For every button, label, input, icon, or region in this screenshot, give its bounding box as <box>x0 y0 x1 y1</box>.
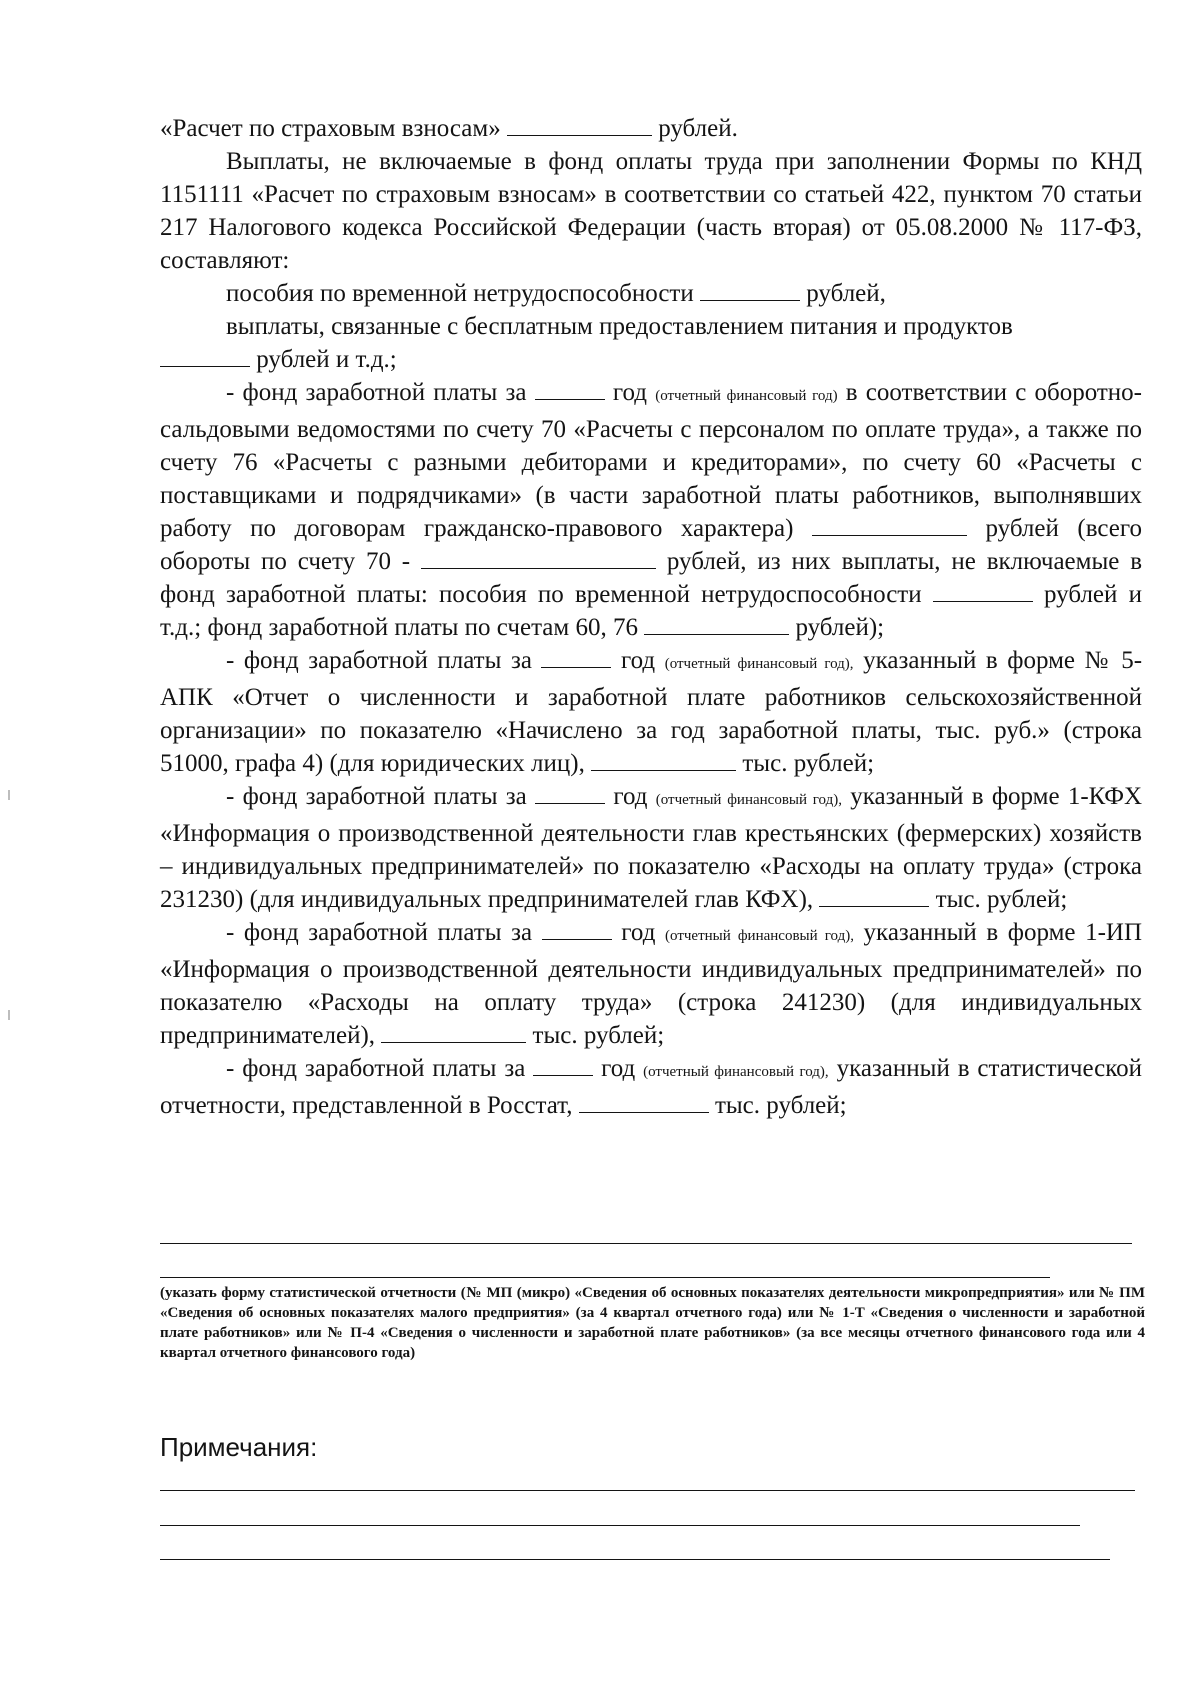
blank-field[interactable] <box>591 748 736 771</box>
scan-artifact <box>8 790 10 800</box>
blank-field[interactable] <box>579 1090 709 1113</box>
notes-line[interactable] <box>160 1525 1080 1526</box>
scan-artifact <box>8 1010 10 1020</box>
blank-field[interactable] <box>541 645 611 668</box>
paragraph-excluded-payments: Выплаты, не включаемые в фонд оплаты труда при заполнении Формы по КНД 1151111 «Расчет по страховым взносам» в соответствии со статьей 422, пунктом 70 статьи 217 Налогового кодекса Российской Федерации (часть вторая) от 05.08.2000 № 117-ФЗ, составляют: <box>160 148 1142 274</box>
notes-heading: Примечания: <box>160 1432 318 1462</box>
paragraph-food-payments: выплаты, связанные с бесплатным предоставлением питания и продуктов рублей и т.д.; <box>160 310 1142 376</box>
blank-field[interactable] <box>535 377 605 400</box>
blank-field[interactable] <box>644 612 789 635</box>
blank-field[interactable] <box>160 344 250 367</box>
blank-field[interactable] <box>819 884 929 907</box>
blank-field[interactable] <box>535 781 605 804</box>
blank-field[interactable] <box>700 278 800 301</box>
blank-field[interactable] <box>812 513 967 536</box>
form-name-input-line[interactable] <box>160 1243 1132 1244</box>
paragraph-form-1-ip: - фонд заработной платы за год (отчетный финансовый год), указанный в форме 1-ИП «Информация о производственной деятельности индивидуальных предпринимателей» по показателю «Расходы на оплату труда» (строка 241230) (для индивидуальных предпринимателей), тыс. рублей; <box>160 919 1143 1049</box>
blank-field[interactable] <box>933 579 1033 602</box>
notes-line[interactable] <box>160 1559 1110 1560</box>
blank-field[interactable] <box>381 1020 526 1043</box>
paragraph-form-1-kfh: - фонд заработной платы за год (отчетный финансовый год), указанный в форме 1-КФХ «Информация о производственной деятельности глав крестьянских (фермерских) хозяйств – индивидуальных предпринимателей» по показателю «Расходы на оплату труда» (строка 231230) (для индивидуальных предпринимателей глав КФХ), тыс. рублей; <box>160 783 1143 913</box>
notes-line[interactable] <box>160 1490 1135 1491</box>
footnote-statistical-form: (указать форму статистической отчетности (№ МП (микро) «Сведения об основных показателях деятельности микропредприятия» или № ПМ «Сведения об основных показателях малого предприятия» (за 4 квартал отчетного года) или № 1-Т «Сведения о численности и заработной плате работников» или № П-4 «Сведения о численности и заработной плате работников» (за все месяцы отчетного финансового года или 4 квартал отчетного финансового года) <box>160 1285 1145 1361</box>
blank-field[interactable] <box>542 917 612 940</box>
paragraph-sick-leave: пособия по временной нетрудоспособности рублей, <box>226 280 886 307</box>
paragraph-insurance-total: «Расчет по страховым взносам» рублей. <box>160 115 738 142</box>
document-body <box>160 112 1142 1122</box>
blank-field[interactable] <box>533 1053 593 1076</box>
paragraph-form-5-apk: - фонд заработной платы за год (отчетный финансовый год), указанный в форме № 5-АПК «Отчет о численности и заработной плате работников сельскохозяйственной организации» по показателю «Начислено за год заработной платы, тыс. руб.» (строка 51000, графа 4) (для юридических лиц), тыс. рублей; <box>160 647 1143 777</box>
blank-field[interactable] <box>421 546 656 569</box>
paragraph-payroll-accounts: - фонд заработной платы за год (отчетный финансовый год) в соответствии с оборотно-сальдовыми ведомостями по счету 70 «Расчеты с персоналом по оплате труда», а также по счету 76 «Расчеты с разными дебиторами и кредиторами», по счету 60 «Расчеты с поставщиками и подрядчиками» (в части заработной платы работников, выполнявших работу по договорам гражданско-правового характера) рублей (всего обороты по счету 70 - рублей, из них выплаты, не включаемые в фонд заработной платы: пособия по временной нетрудоспособности рублей и т.д.; фонд заработной платы по счетам 60, 76 рублей); <box>160 379 1143 641</box>
blank-field[interactable] <box>507 113 652 136</box>
paragraph-rosstat: - фонд заработной платы за год (отчетный финансовый год), указанный в статистической отчетности, представленной в Росстат, тыс. рублей; <box>160 1055 1143 1119</box>
form-name-input-line[interactable] <box>160 1277 1050 1278</box>
